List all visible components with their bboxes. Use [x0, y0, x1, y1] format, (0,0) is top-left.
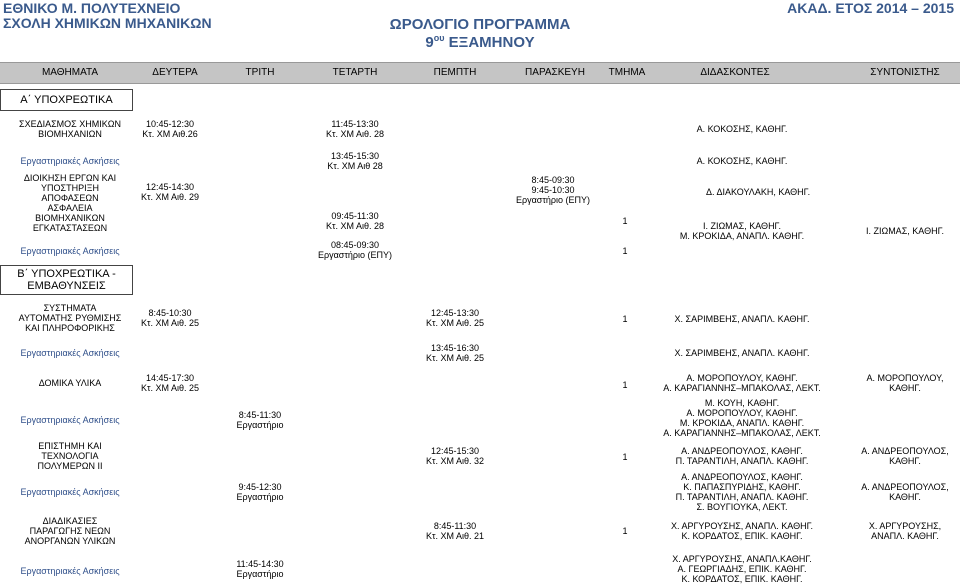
instructors: Μ. ΚΟΥΗ, ΚΑΘΗΓ. Α. ΜΟΡΟΠΟΥΛΟΥ, ΚΑΘΗΓ. Μ. ΚΡΟΚΙΔΑ, ΑΝΑΠΛ. ΚΑΘΗΓ. Α. ΚΑΡΑΓΙΑΝΝΗΣ–ΜΠΑΚΟΛΑΣ, ΛΕΚΤ. [663, 398, 821, 438]
thursday-slot: 8:45-11:30 Κτ. ΧΜ Αιθ. 21 [425, 521, 485, 541]
course-name: ΔΟΜΙΚΑ ΥΛΙΚΑ [38, 378, 102, 388]
instructors: Α. ΜΟΡΟΠΟΥΛΟΥ, ΚΑΘΗΓ. Α. ΚΑΡΑΓΙΑΝΝΗΣ–ΜΠΑΚΟΛΑΣ, ΛΕΚΤ. [663, 373, 821, 393]
wednesday-slot: 09:45-11:30 Κτ. ΧΜ Αιθ. 28 [325, 211, 385, 231]
monday-slot: 14:45-17:30 Κτ. ΧΜ Αιθ. 25 [140, 373, 200, 393]
column-header-bar [0, 62, 960, 84]
instructors: Α. ΑΝΔΡΕΟΠΟΥΛΟΣ, ΚΑΘΗΓ. Π. ΤΑΡΑΝΤΙΛΗ, ΑΝΑΠΛ. ΚΑΘΗΓ. [675, 446, 809, 466]
coordinator: Α. ΑΝΔΡΕΟΠΟΥΛΟΣ, ΚΑΘΗΓ. [861, 482, 949, 502]
coordinator: Ι. ΖΙΩΜΑΣ, ΚΑΘΗΓ. [865, 226, 945, 236]
coordinator: Α. ΜΟΡΟΠΟΥΛΟΥ, ΚΑΘΗΓ. [866, 373, 944, 393]
department-number: 1 [622, 452, 628, 462]
instructors: Χ. ΑΡΓΥΡΟΥΣΗΣ, ΑΝΑΠΛ.ΚΑΘΗΓ. Α. ΓΕΩΡΓΙΑΔΗΣ, ΕΠΙΚ. ΚΑΘΗΓ. Κ. ΚΟΡΔΑΤΟΣ, ΕΠΙΚ. ΚΑΘΗΓ. [672, 554, 812, 584]
instructor: Χ. ΣΑΡΙΜΒΕΗΣ, ΑΝΑΠΛ. ΚΑΘΗΓ. [674, 314, 810, 324]
column-department: ΤΜΗΜΑ [608, 67, 646, 78]
lab-exercises-label: Εργαστηριακές Ασκήσεις [20, 348, 120, 358]
wednesday-slot: 08:45-09:30 Εργαστήριο (ΕΠΥ) [317, 240, 393, 260]
thursday-slot: 8:45-09:30 9:45-10:30 Εργαστήριο (ΕΠΥ) [515, 175, 591, 205]
instructors: Χ. ΑΡΓΥΡΟΥΣΗΣ, ΑΝΑΠΛ. ΚΑΘΗΓ. Κ. ΚΟΡΔΑΤΟΣ, ΕΠΙΚ. ΚΑΘΗΓ. [670, 521, 814, 541]
lab-exercises-label: Εργαστηριακές Ασκήσεις [20, 156, 120, 166]
department-number: 1 [622, 314, 628, 324]
tuesday-slot: 11:45-14:30 Εργαστήριο [236, 559, 284, 579]
course-name: ΕΠΙΣΤΗΜΗ ΚΑΙ ΤΕΧΝΟΛΟΓΙΑ ΠΟΛΥΜΕΡΩΝ ΙΙ [37, 441, 103, 471]
column-monday: ΔΕΥΤΕΡΑ [152, 67, 198, 78]
school-name: ΣΧΟΛΗ ΧΗΜΙΚΩΝ ΜΗΧΑΝΙΚΩΝ [3, 15, 212, 31]
instructors: Ι. ΖΙΩΜΑΣ, ΚΑΘΗΓ. Μ. ΚΡΟΚΙΔΑ, ΑΝΑΠΛ. ΚΑΘΗΓ. [679, 221, 805, 241]
instructor: Δ. ΔΙΑΚΟΥΛΑΚΗ, ΚΑΘΗΓ. [706, 187, 811, 197]
wednesday-slot: 13:45-15:30 Κτ. ΧΜ Αιθ 28 [327, 151, 383, 171]
monday-slot: 8:45-10:30 Κτ. ΧΜ Αιθ. 25 [140, 308, 200, 328]
section-a-header: Α΄ ΥΠΟΧΡΕΩΤΙΚΑ [0, 89, 133, 111]
column-instructors: ΔΙΔΑΣΚΟΝΤΕΣ [700, 67, 770, 78]
academic-year: ΑΚΑΔ. ΕΤΟΣ 2014 – 2015 [787, 0, 954, 16]
instructor: Α. ΚΟΚΟΣΗΣ, ΚΑΘΗΓ. [696, 156, 788, 166]
lab-exercises-label: Εργαστηριακές Ασκήσεις [20, 246, 120, 256]
department-number: 1 [622, 526, 628, 536]
department-number: 1 [622, 216, 628, 226]
column-tuesday: ΤΡΙΤΗ [245, 67, 275, 78]
lab-exercises-label: Εργαστηριακές Ασκήσεις [20, 415, 120, 425]
monday-slot: 10:45-12:30 Κτ. ΧΜ Αιθ.26 [142, 119, 198, 139]
monday-slot: 12:45-14:30 Κτ. ΧΜ Αιθ. 29 [140, 182, 200, 202]
coordinator: Α. ΑΝΔΡΕΟΠΟΥΛΟΣ, ΚΑΘΗΓ. [861, 446, 949, 466]
department-number: 1 [622, 380, 628, 390]
instructor: Α. ΚΟΚΟΣΗΣ, ΚΑΘΗΓ. [696, 124, 788, 134]
course-name: ΔΙΑΔΙΚΑΣΙΕΣ ΠΑΡΑΓΩΓΗΣ ΝΕΩΝ ΑΝΟΡΓΑΝΩΝ ΥΛΙΚΩΝ [24, 516, 116, 546]
university-name: ΕΘΝΙΚΟ Μ. ΠΟΛΥΤΕΧΝΕΙΟ [3, 0, 181, 16]
column-thursday: ΠΕΜΠΤΗ [433, 67, 477, 78]
column-courses: ΜΑΘΗΜΑΤΑ [41, 67, 99, 78]
thursday-slot: 12:45-13:30 Κτ. ΧΜ Αιθ. 25 [425, 308, 485, 328]
lab-exercises-label: Εργαστηριακές Ασκήσεις [20, 566, 120, 576]
department-number: 1 [622, 246, 628, 256]
lab-exercises-label: Εργαστηριακές Ασκήσεις [20, 487, 120, 497]
tuesday-slot: 9:45-12:30 Εργαστήριο [236, 482, 284, 502]
thursday-slot: 13:45-16:30 Κτ. ΧΜ Αιθ. 25 [425, 343, 485, 363]
schedule-title: ΩΡΟΛΟΓΙΟ ΠΡΟΓΡΑΜΜΑ [389, 16, 571, 33]
coordinator: Χ. ΑΡΓΥΡΟΥΣΗΣ, ΑΝΑΠΛ. ΚΑΘΗΓ. [868, 521, 942, 541]
instructor: Χ. ΣΑΡΙΜΒΕΗΣ, ΑΝΑΠΛ. ΚΑΘΗΓ. [674, 348, 810, 358]
course-name: ΣΥΣΤΗΜΑΤΑ ΑΥΤΟΜΑΤΗΣ ΡΥΘΜΙΣΗΣ ΚΑΙ ΠΛΗΡΟΦΟΡΙΚΗΣ [18, 303, 122, 333]
thursday-slot: 12:45-15:30 Κτ. ΧΜ Αιθ. 32 [425, 446, 485, 466]
tuesday-slot: 8:45-11:30 Εργαστήριο [236, 410, 284, 430]
page-header [0, 0, 960, 57]
column-wednesday: ΤΕΤΑΡΤΗ [332, 67, 378, 78]
column-coordinator: ΣΥΝΤΟΝΙΣΤΗΣ [870, 67, 940, 78]
instructors: Α. ΑΝΔΡΕΟΠΟΥΛΟΣ, ΚΑΘΗΓ. Κ. ΠΑΠΑΣΠΥΡΙΔΗΣ, ΚΑΘΗΓ. Π. ΤΑΡΑΝΤΙΛΗ, ΑΝΑΠΛ. ΚΑΘΗΓ. Σ. ΒΟΥΓΙΟΥΚΑ, ΛΕΚΤ. [675, 472, 809, 512]
course-name: ΣΧΕΔΙΑΣΜΟΣ ΧΗΜΙΚΩΝ ΒΙΟΜΗΧΑΝΙΩΝ [19, 119, 121, 139]
section-b-header: Β΄ ΥΠΟΧΡΕΩΤΙΚΑ - ΕΜΒΑΘΥΝΣΕΙΣ [0, 265, 133, 295]
course-name: ΔΙΟΙΚΗΣΗ ΕΡΓΩΝ ΚΑΙ ΥΠΟΣΤΗΡΙΞΗ ΑΠΟΦΑΣΕΩΝ ΑΣΦΑΛΕΙΑ ΒΙΟΜΗΧΑΝΙΚΩΝ ΕΓΚΑΤΑΣΤΑΣΕΩΝ [23, 173, 117, 233]
column-friday: ΠΑΡΑΣΚΕΥΗ [525, 67, 585, 78]
wednesday-slot: 11:45-13:30 Κτ. ΧΜ Αιθ. 28 [325, 119, 385, 139]
semester-title: $9^{o\upsilon}$ ΕΞΑΜΗΝΟΥ [425, 33, 535, 51]
